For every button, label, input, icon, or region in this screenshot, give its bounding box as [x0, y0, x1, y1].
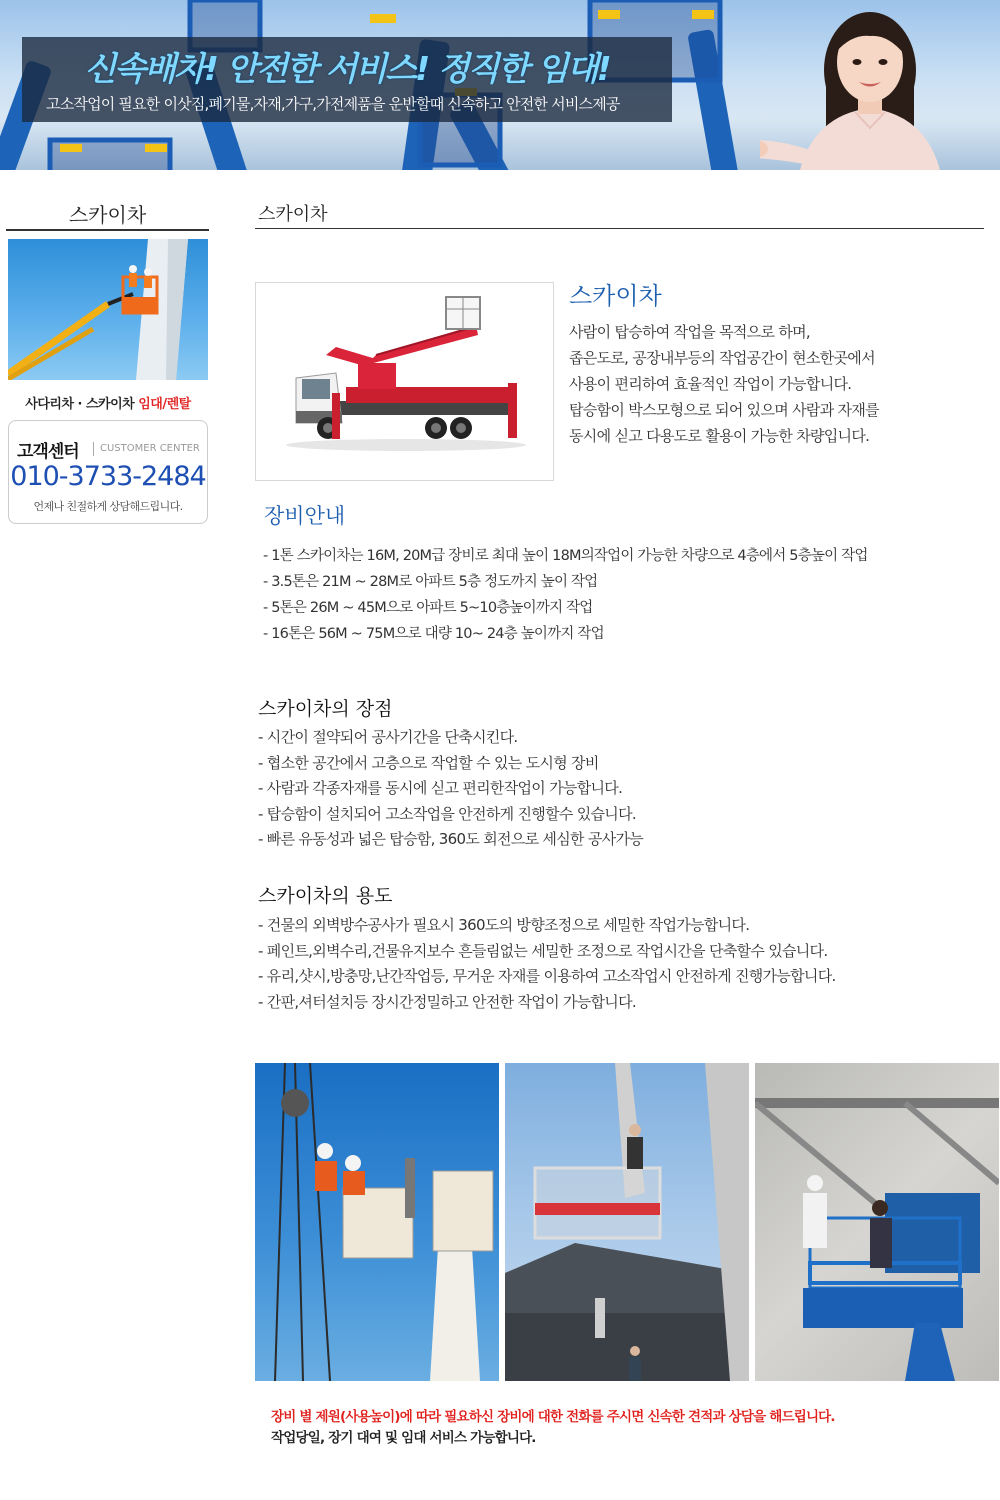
intro-line: 사람이 탑승하여 작업을 목적으로 하며,	[569, 323, 810, 341]
page-title: 스카이차	[258, 204, 328, 225]
sidebar-caption-main: 사다리차 · 스카이차	[25, 397, 139, 412]
sidebar-sky-lift-photo	[8, 239, 208, 380]
customer-center-note: 언제나 친절하게 상담해드립니다.	[33, 500, 183, 513]
equipment-guide-heading: 장비안내	[264, 504, 346, 528]
advantage-item: - 협소한 공간에서 고층으로 작업할 수 있는 도시형 장비	[258, 753, 599, 772]
advantage-item: - 사람과 각종자재를 동시에 싣고 편리한작업이 가능합니다.	[258, 779, 623, 797]
banner-subtitle: 고소작업이 필요한 이삿짐,폐기물,자재,가구,가전제품을 운반할때 신속하고 안전한 서비스제공	[46, 95, 620, 113]
sidebar-divider	[6, 229, 209, 231]
sky-truck-image	[255, 282, 554, 481]
intro-line: 동시에 싣고 다용도로 활용이 가능한 차량입니다.	[569, 427, 870, 445]
uses-heading: 스카이차의 용도	[258, 885, 393, 907]
work-photo-ladder-basket	[505, 1063, 749, 1381]
intro-heading: 스카이차	[569, 282, 662, 310]
customer-center-phone[interactable]: 010-3733-2484	[10, 461, 206, 492]
top-banner	[0, 0, 1000, 170]
intro-description	[569, 319, 989, 449]
sidebar-caption-rental: 임대/렌탈	[138, 397, 191, 412]
work-photo-blue-lift	[755, 1063, 999, 1381]
customer-center-separator	[93, 442, 94, 456]
customer-center-box[interactable]	[8, 420, 208, 524]
use-item: - 건물의 외벽방수공사가 필요시 360도의 방향조정으로 세밀한 작업가능합니다.	[258, 916, 750, 934]
sidebar-caption	[8, 393, 208, 412]
equipment-item: - 5톤은 26M ~ 45M으로 아파트 5~10층높이까지 작업	[263, 600, 593, 616]
equipment-item: - 16톤은 56M ~ 75M으로 대량 10~ 24층 높이까지 작업	[263, 626, 604, 642]
sidebar-title: 스카이차	[68, 203, 147, 227]
banner-title: 신속배차! 안전한 서비스! 정직한 임대!	[84, 49, 610, 88]
use-item: - 유리,샷시,방충망,난간작업등, 무거운 자재를 이용하여 고소작업시 안전하게 진행가능합니다.	[258, 967, 836, 985]
uses-list	[258, 913, 988, 1015]
notice-estimate: 장비 별 제원(사용높이)에 따라 필요하신 장비에 대한 전화를 주시면 신속한 견적과 상담을 해드립니다.	[271, 1409, 835, 1425]
equipment-guide-list	[263, 543, 993, 647]
customer-center-subtitle: CUSTOMER CENTER	[100, 443, 200, 454]
work-photo-power-line	[255, 1063, 499, 1381]
contact-notice	[271, 1407, 991, 1449]
advantage-item: - 빠른 유동성과 넓은 탑승함, 360도 회전으로 세심한 공사가능	[258, 830, 644, 848]
equipment-item: - 1톤 스카이차는 16M, 20M급 장비로 최대 높이 18M의작업이 가능한 차량으로 4층에서 5층높이 작업	[263, 548, 868, 564]
advantage-item: - 시간이 절약되어 공사기간을 단축시킨다.	[258, 728, 518, 746]
advantage-item: - 탑승함이 설치되어 고소작업을 안전하게 진행할수 있습니다.	[258, 804, 636, 823]
customer-center-title: 고객센터	[17, 442, 79, 462]
intro-line: 사용이 편리하여 효율적인 작업이 가능합니다.	[569, 375, 852, 393]
use-item: - 간판,셔터설치등 장시간정밀하고 안전한 작업이 가능합니다.	[258, 992, 636, 1011]
banner-text-box	[22, 37, 672, 122]
customer-service-woman-image	[760, 0, 1000, 170]
equipment-item: - 3.5톤은 21M ~ 28M로 아파트 5층 정도까지 높이 작업	[263, 574, 598, 590]
intro-line: 좁은도로, 공장내부등의 작업공간이 현소한곳에서	[569, 349, 875, 367]
page-title-divider	[255, 228, 984, 229]
intro-line: 탑승함이 박스모형으로 되어 있으며 사람과 자재를	[569, 401, 879, 419]
notice-service: 작업당일, 장기 대여 및 임대 서비스 가능합니다.	[271, 1430, 536, 1446]
advantages-heading: 스카이차의 장점	[258, 698, 393, 720]
use-item: - 페인트,외벽수리,건물유지보수 흔들림없는 세밀한 조정으로 작업시간을 단축할수 있습니다.	[258, 941, 828, 960]
advantages-list	[258, 725, 988, 853]
